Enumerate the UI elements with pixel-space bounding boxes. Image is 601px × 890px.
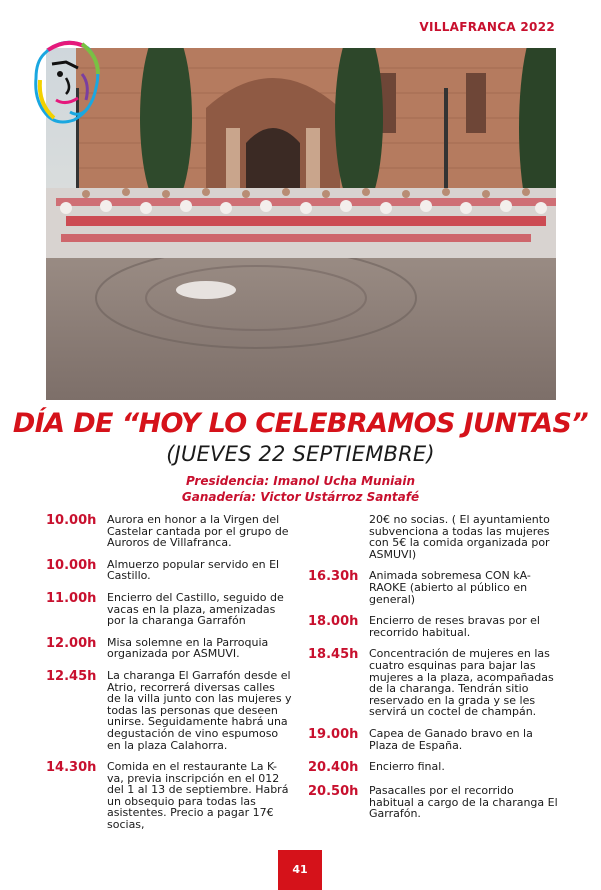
credit-ganaderia: Ganadería: Victor Ustárroz Santafé (181, 490, 420, 504)
schedule-entry (308, 761, 560, 775)
schedule-right-column (308, 514, 560, 830)
credit-presidencia: Presidencia: Imanol Ucha Muniain (185, 474, 416, 488)
schedule-entry (308, 570, 560, 605)
schedule-entry (46, 559, 292, 582)
entry-time: 18.00h (308, 614, 359, 630)
entry-time: 20.50h (308, 784, 359, 800)
entry-time: 16.30h (308, 569, 359, 585)
entry-description: Aurora en honor a la Virgen del Castelar cantada por el grupo de Auroros de Villafranca. (107, 513, 289, 550)
page-title: DÍA DE “HOY LO CELEBRAMOS JUNTAS” (12, 408, 589, 439)
entry-description: Encierro final. (369, 760, 445, 774)
entry-continuation: 20€ no socias. ( El ayuntamiento subvenciona a todas las mujeres con 5€ la comida organizada por ASMUVI) (369, 513, 550, 561)
entry-description: Concentración de mujeres en las cuatro esquinas para bajar las mujeres a la plaza, acompañadas de la charanga. Tendrán sitio reservado en la grada y se les servirá un coctel de champán. (369, 647, 554, 719)
page-number: 41 (278, 850, 322, 890)
schedule-entry (46, 514, 292, 549)
entry-time: 10.00h (46, 513, 97, 528)
entry-time: 12.00h (46, 635, 97, 651)
entry-description: Comida en el restaurante La K-va, previa inscripción en el 012 del 1 al 13 de septiembre. Habrá un obsequio para todas las asistentes. Precio a pagar 17€ socias, (107, 760, 289, 832)
schedule-entry (46, 761, 292, 831)
schedule-entry (308, 728, 560, 751)
schedule-entry (46, 592, 292, 627)
header-label: VILLAFRANCA 2022 (419, 20, 555, 34)
group-photo (46, 48, 556, 400)
schedule-entry (308, 785, 560, 820)
entry-time: 14.30h (46, 760, 97, 776)
entry-description: Almuerzo popular servido en El Castillo. (107, 557, 280, 583)
schedule-entry (46, 670, 292, 751)
entry-time: 20.40h (308, 760, 359, 776)
entry-description: La charanga El Garrafón desde el Atrio, recorrerá diversas calles de la villa junto con las mujeres y todas las personas que deseen unirse. Seguidamente habrá una degustación de vino espumoso en la plaza Calahorra. (107, 668, 292, 752)
entry-description: Capea de Ganado bravo en la Plaza de España. (369, 726, 533, 752)
festival-face-logo (26, 34, 106, 130)
entry-description: Pasacalles por el recorrido habitual a cargo de la charanga El Garrafón. (369, 784, 558, 821)
entry-time: 11.00h (46, 590, 97, 606)
page-subtitle: (JUEVES 22 SEPTIEMBRE) (166, 442, 435, 466)
entry-description: Animada sobremesa CON kA-RAOKE (abierto al público en general) (369, 569, 531, 606)
schedule-entry (308, 615, 560, 638)
entry-description: Misa solemne en la Parroquia organizada por ASMUVI. (107, 635, 269, 661)
entry-description: Encierro del Castillo, seguido de vacas en la plaza, amenizadas por la charanga Garrafón (107, 590, 284, 628)
entry-time: 10.00h (46, 557, 97, 573)
entry-time: 19.00h (308, 726, 359, 742)
schedule-entry (308, 648, 560, 718)
schedule-entry (46, 637, 292, 660)
schedule-left-column (46, 514, 292, 841)
entry-description: Encierro de reses bravas por el recorrido habitual. (369, 614, 540, 639)
entry-time: 12.45h (46, 668, 97, 684)
entry-time: 18.45h (308, 647, 359, 663)
